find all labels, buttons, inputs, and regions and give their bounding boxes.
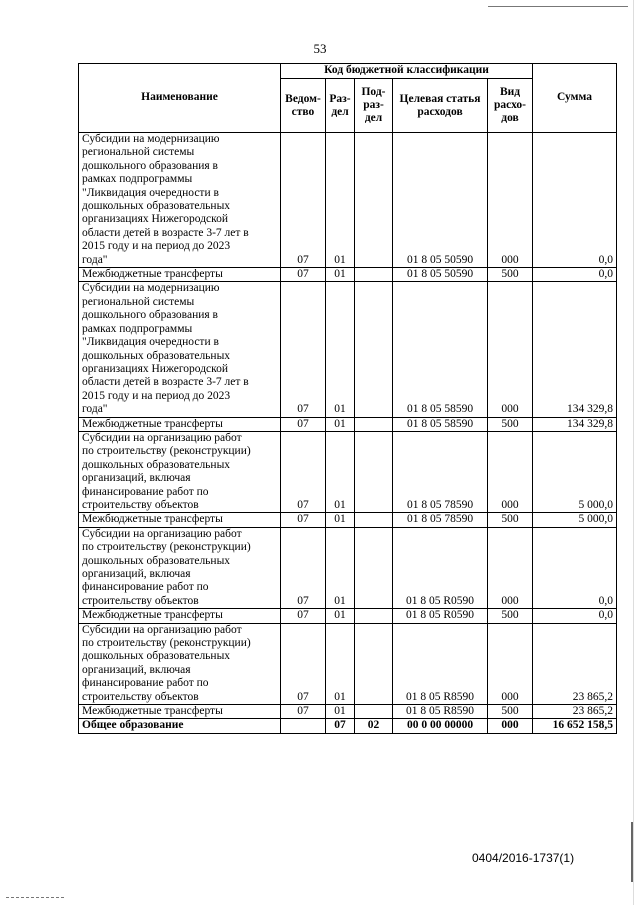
cell-target: 00 0 00 00000 (393, 719, 488, 733)
scan-edge-top (488, 6, 628, 7)
cell-expense-type: 000 (488, 527, 533, 608)
table-row (79, 431, 617, 512)
cell-dept: 07 (281, 431, 326, 512)
cell-subsection (355, 705, 393, 719)
cell-expense-type: 500 (488, 705, 533, 719)
cell-subsection (355, 133, 393, 268)
cell-dept: 07 (281, 705, 326, 719)
table-row (79, 609, 617, 623)
table-header (79, 64, 617, 133)
cell-section: 01 (326, 513, 355, 527)
table-row (79, 417, 617, 431)
cell-amount: 134 329,8 (533, 282, 617, 417)
cell-subsection: 02 (355, 719, 393, 733)
table-row (79, 133, 617, 268)
cell-target: 01 8 05 R0590 (393, 527, 488, 608)
header-dept: Ведом-ство (281, 79, 326, 133)
cell-name: Субсидии на организацию работ по строительству (реконструкции) дошкольных образовательных организаций, включая финансирование работ по строительству объектов (79, 623, 281, 704)
scan-edge-bottom (6, 897, 64, 899)
cell-expense-type: 500 (488, 513, 533, 527)
cell-expense-type: 500 (488, 609, 533, 623)
cell-name: Межбюджетные трансферты (79, 705, 281, 719)
cell-subsection (355, 417, 393, 431)
cell-expense-type: 000 (488, 431, 533, 512)
cell-subsection (355, 623, 393, 704)
cell-expense-type: 000 (488, 133, 533, 268)
cell-amount: 5 000,0 (533, 513, 617, 527)
cell-expense-type: 000 (488, 623, 533, 704)
budget-table (78, 63, 617, 734)
cell-name: Межбюджетные трансферты (79, 417, 281, 431)
cell-section: 07 (326, 719, 355, 733)
cell-subsection (355, 527, 393, 608)
cell-section: 01 (326, 133, 355, 268)
cell-dept: 07 (281, 133, 326, 268)
cell-section: 01 (326, 705, 355, 719)
cell-subsection (355, 513, 393, 527)
cell-dept: 07 (281, 513, 326, 527)
cell-target: 01 8 05 50590 (393, 133, 488, 268)
table-row (79, 513, 617, 527)
cell-name: Субсидии на организацию работ по строительству (реконструкции) дошкольных образовательных организаций, включая финансирование работ по строительству объектов (79, 527, 281, 608)
table-body (79, 133, 617, 734)
table-row (79, 527, 617, 608)
cell-subsection (355, 431, 393, 512)
cell-amount: 5 000,0 (533, 431, 617, 512)
cell-expense-type: 500 (488, 417, 533, 431)
cell-target: 01 8 05 R0590 (393, 609, 488, 623)
cell-target: 01 8 05 R8590 (393, 705, 488, 719)
cell-amount: 0,0 (533, 527, 617, 608)
cell-section: 01 (326, 431, 355, 512)
cell-dept: 07 (281, 623, 326, 704)
cell-amount: 0,0 (533, 133, 617, 268)
cell-section: 01 (326, 417, 355, 431)
header-subsection: Под-раз-дел (355, 79, 393, 133)
cell-name: Субсидии на организацию работ по строительству (реконструкции) дошкольных образовательных организаций, включая финансирование работ по строительству объектов (79, 431, 281, 512)
cell-name: Межбюджетные трансферты (79, 268, 281, 282)
cell-section: 01 (326, 268, 355, 282)
cell-dept: 07 (281, 417, 326, 431)
cell-name: Общее образование (79, 719, 281, 733)
cell-section: 01 (326, 623, 355, 704)
cell-amount: 134 329,8 (533, 417, 617, 431)
header-target: Целевая статья расходов (393, 79, 488, 133)
cell-target: 01 8 05 50590 (393, 268, 488, 282)
cell-amount: 16 652 158,5 (533, 719, 617, 733)
cell-target: 01 8 05 58590 (393, 282, 488, 417)
cell-name: Субсидии на модернизацию региональной системы дошкольного образования в рамках подпрограммы "Ликвидация очередности в дошкольных образовательных организациях Нижегородской области детей в возрасте 3-7 лет в 2015 году и на период до 2023 года" (79, 133, 281, 268)
cell-dept: 07 (281, 609, 326, 623)
cell-target: 01 8 05 78590 (393, 431, 488, 512)
cell-name: Межбюджетные трансферты (79, 513, 281, 527)
cell-section: 01 (326, 609, 355, 623)
document-code: 0404/2016-1737(1) (472, 851, 575, 865)
table-row-total (79, 719, 617, 733)
cell-amount: 0,0 (533, 268, 617, 282)
cell-dept: 07 (281, 282, 326, 417)
table-row (79, 623, 617, 704)
cell-section: 01 (326, 282, 355, 417)
table-row (79, 268, 617, 282)
cell-dept: 07 (281, 268, 326, 282)
header-amount: Сумма (533, 64, 617, 133)
cell-name: Межбюджетные трансферты (79, 609, 281, 623)
cell-expense-type: 000 (488, 719, 533, 733)
cell-target: 01 8 05 R8590 (393, 623, 488, 704)
cell-amount: 0,0 (533, 609, 617, 623)
cell-amount: 23 865,2 (533, 623, 617, 704)
header-section: Раз-дел (326, 79, 355, 133)
cell-dept: 07 (281, 527, 326, 608)
scan-edge-mark (631, 822, 633, 882)
cell-subsection (355, 268, 393, 282)
cell-target: 01 8 05 58590 (393, 417, 488, 431)
scan-edge-right (633, 0, 634, 905)
header-name: Наименование (79, 64, 281, 133)
cell-subsection (355, 609, 393, 623)
cell-expense-type: 500 (488, 268, 533, 282)
table-row (79, 282, 617, 417)
cell-subsection (355, 282, 393, 417)
cell-section: 01 (326, 527, 355, 608)
header-expense-type: Вид расхо-дов (488, 79, 533, 133)
cell-target: 01 8 05 78590 (393, 513, 488, 527)
page-number: 53 (313, 41, 327, 56)
cell-name: Субсидии на модернизацию региональной системы дошкольного образования в рамках подпрограммы "Ликвидация очередности в дошкольных образовательных организациях Нижегородской области детей в возрасте 3-7 лет в 2015 году и на период до 2023 года" (79, 282, 281, 417)
header-code-group: Код бюджетной классификации (281, 64, 533, 79)
cell-expense-type: 000 (488, 282, 533, 417)
cell-dept (281, 719, 326, 733)
cell-amount: 23 865,2 (533, 705, 617, 719)
table-row (79, 705, 617, 719)
